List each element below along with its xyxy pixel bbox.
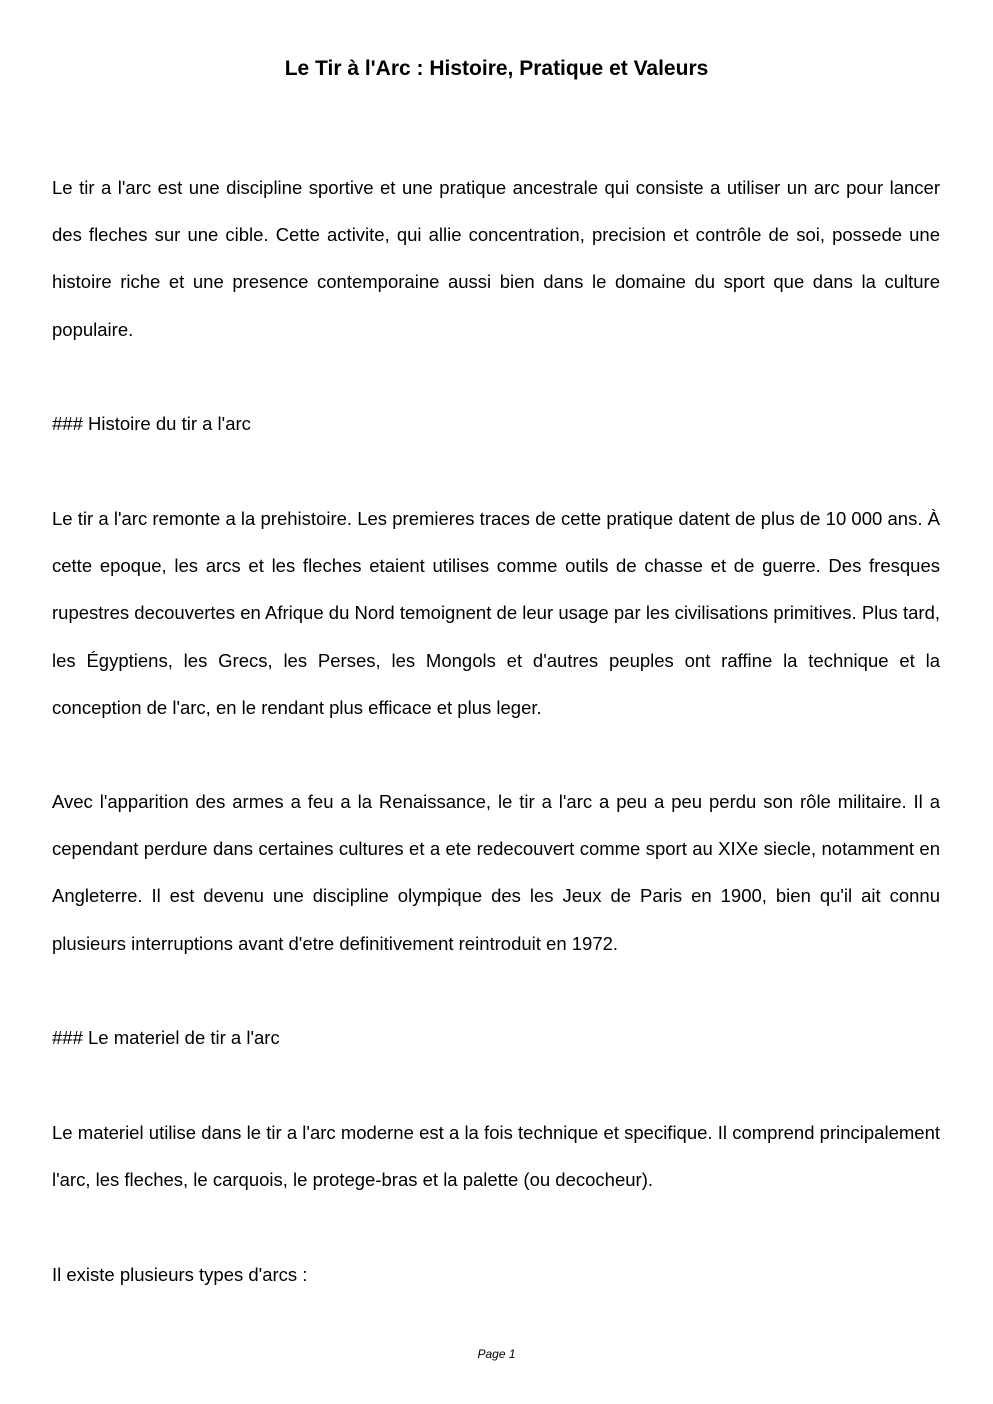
history-paragraph-2: Avec l'apparition des armes a feu a la Renaissance, le tir a l'arc a peu a peu perdu son rôle militaire. Il a cependant perdure dans certaines cultures et a ete redecouvert comme sport au XIXe siecle, notamment en Angleterre. Il est devenu une discipline olympique des les Jeux de Paris en 1900, bien qu'il ait connu plusieurs interruptions avant d'etre definitivement reintroduit en 1972. <box>52 791 940 954</box>
document-title: Le Tir à l'Arc : Histoire, Pratique et Valeurs <box>284 57 709 80</box>
page-number: Page 1 <box>477 1347 516 1361</box>
intro-paragraph: Le tir a l'arc est une discipline sportive et une pratique ancestrale qui consiste a utiliser un arc pour lancer des fleches sur une cible. Cette activite, qui allie concentration, precision et contrôle de soi, possede une histoire riche et une presence contemporaine aussi bien dans le domaine du sport que dans la culture populaire. <box>52 177 940 340</box>
section-heading-history: ### Histoire du tir a l'arc <box>52 413 251 434</box>
history-paragraph-1: Le tir a l'arc remonte a la prehistoire. Les premieres traces de cette pratique datent de plus de 10 000 ans. À cette epoque, les arcs et les fleches etaient utilises comme outils de chasse et de guerre. Des fresques rupestres decouvertes en Afrique du Nord temoignent de leur usage par les civilisations primitives. Plus tard, les Égyptiens, les Grecs, les Perses, les Mongols et d'autres peuples ont raffine la technique et la conception de l'arc, en le rendant plus efficace et plus leger. <box>52 508 940 718</box>
bow-types-intro: Il existe plusieurs types d'arcs : <box>52 1264 308 1285</box>
section-heading-equipment: ### Le materiel de tir a l'arc <box>52 1027 280 1048</box>
equipment-paragraph: Le materiel utilise dans le tir a l'arc moderne est a la fois technique et specifique. Il comprend principalement l'arc, les fleches, le carquois, le protege-bras et la palette (ou decocheur). <box>52 1122 940 1191</box>
